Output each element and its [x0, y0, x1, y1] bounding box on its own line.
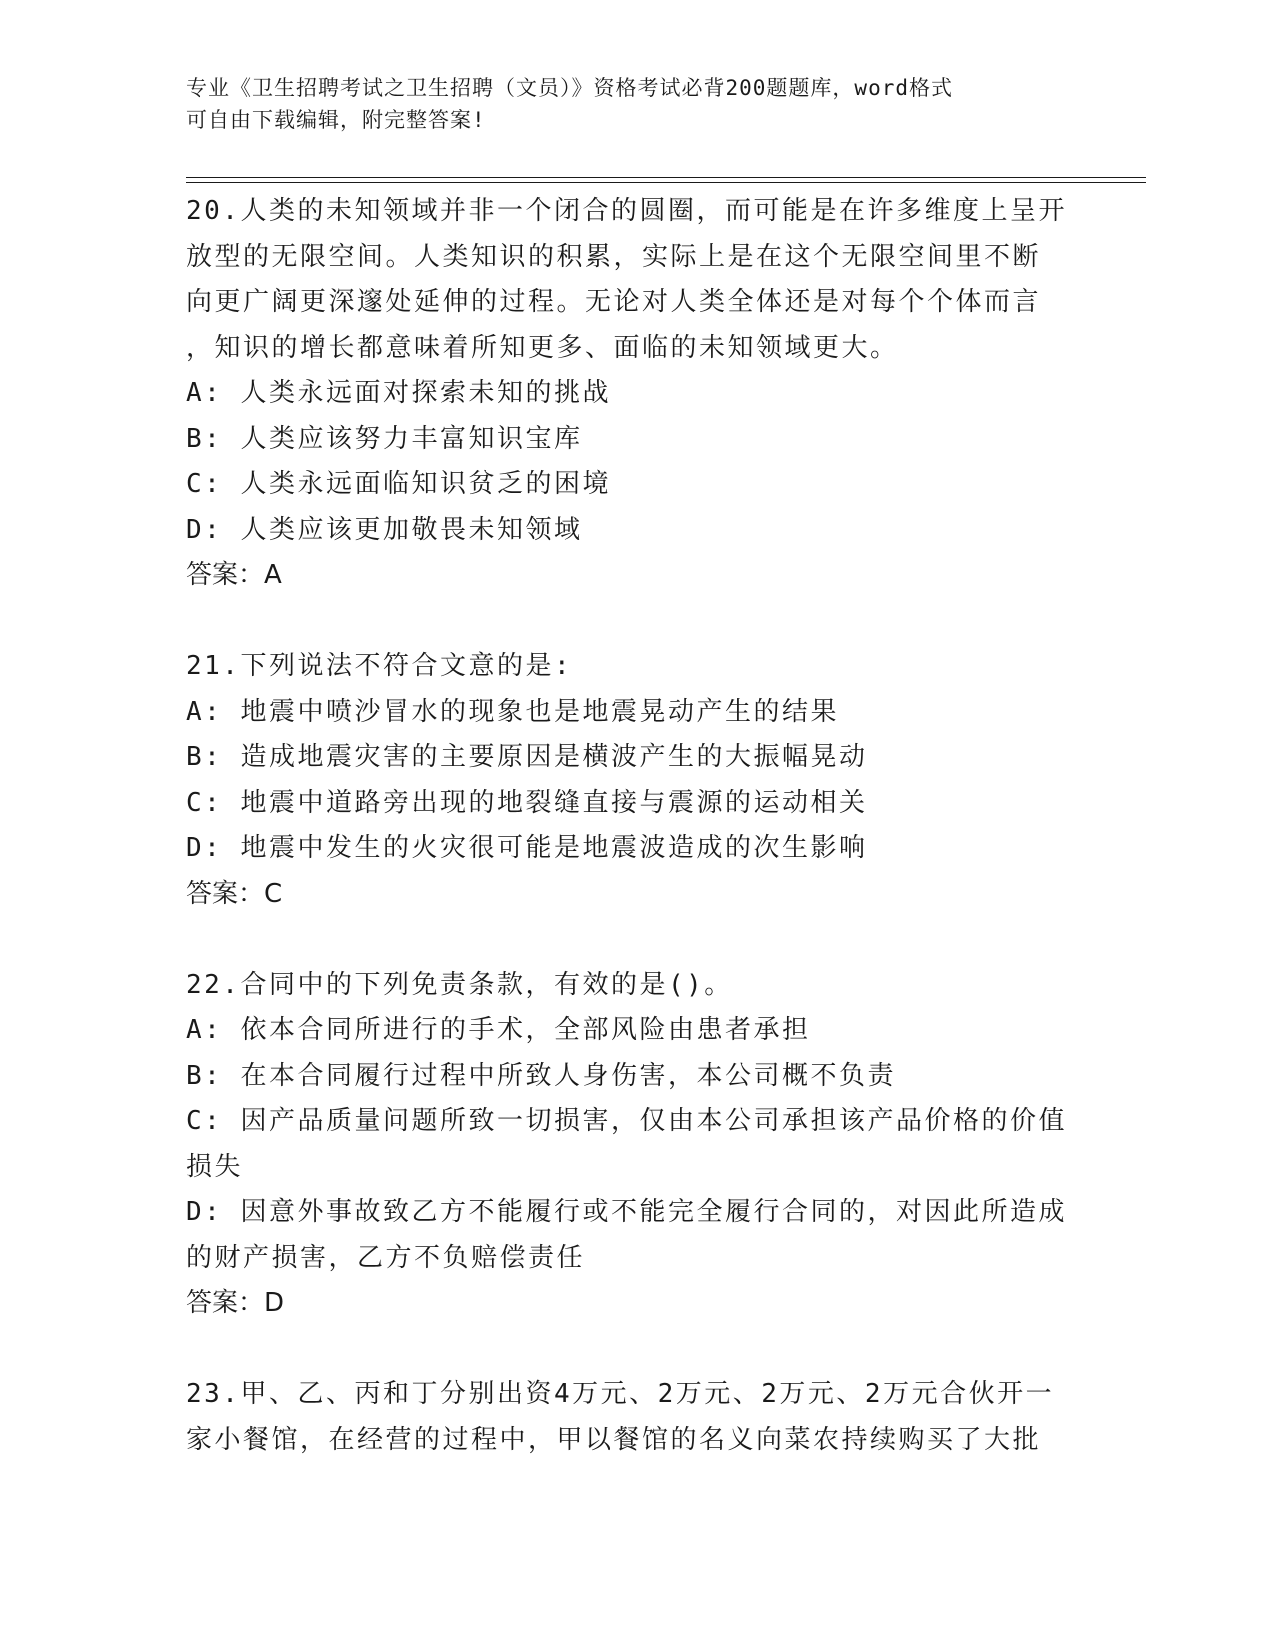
option-c: C: 地震中道路旁出现的地裂缝直接与震源的运动相关: [186, 787, 868, 818]
header-line-2: 可自由下载编辑，附完整答案!: [186, 108, 486, 132]
option-a: A: 依本合同所进行的手术，全部风险由患者承担: [186, 1015, 811, 1045]
header-divider-top: [186, 177, 1146, 178]
answer-label: 答案：C: [186, 878, 283, 909]
question-23: [186, 1372, 1076, 1463]
option-c: C: 因产品质量问题所致一切损害，仅由本公司承担该产品价格的价值: [186, 1106, 1067, 1136]
answer-label: 答案：A: [186, 560, 282, 590]
header-line-1: 专业《卫生招聘考试之卫生招聘（文员）》资格考试必背200题题库，word格式: [186, 76, 953, 100]
option-b: B: 人类应该努力丰富知识宝库: [186, 423, 583, 454]
question-text: 20.人类的未知领域并非一个闭合的圆圈，而可能是在许多维度上呈开: [186, 196, 1067, 226]
option-d: D: 人类应该更加敬畏未知领域: [186, 514, 583, 545]
option-a: A: 地震中喷沙冒水的现象也是地震晃动产生的结果: [186, 696, 839, 727]
question-text: 23.甲、乙、丙和丁分别出资4万元、2万元、2万元、2万元合伙开一: [186, 1379, 1055, 1409]
option-d: D: 因意外事故致乙方不能履行或不能完全履行合同的，对因此所造成: [186, 1197, 1067, 1227]
header-divider-bottom: [186, 182, 1146, 183]
question-21: [186, 644, 1076, 917]
question-text: 22.合同中的下列免责条款，有效的是()。: [186, 969, 733, 1000]
question-text: ，知识的增长都意味着所知更多、面临的未知领域更大。: [186, 332, 899, 363]
option-d-continued: 的财产损害，乙方不负赔偿责任: [186, 1242, 586, 1273]
question-text: 21.下列说法不符合文意的是:: [186, 651, 573, 681]
option-a: A: 人类永远面对探索未知的挑战: [186, 378, 611, 408]
question-20: [186, 189, 1076, 599]
option-d: D: 地震中发生的火灾很可能是地震波造成的次生影响: [186, 833, 868, 863]
question-list: [186, 189, 1076, 1509]
answer-label: 答案：D: [186, 1288, 285, 1318]
question-text: 向更广阔更深邃处延伸的过程。无论对人类全体还是对每个个体而言: [186, 287, 1042, 317]
question-text: 放型的无限空间。人类知识的积累，实际上是在这个无限空间里不断: [186, 241, 1042, 272]
option-b: B: 造成地震灾害的主要原因是横波产生的大振幅晃动: [186, 742, 868, 772]
question-22: [186, 963, 1076, 1327]
question-text: 家小餐馆，在经营的过程中，甲以餐馆的名义向菜农持续购买了大批: [186, 1424, 1042, 1455]
option-c: C: 人类永远面临知识贫乏的困境: [186, 469, 611, 499]
option-c-continued: 损失: [186, 1151, 244, 1182]
option-b: B: 在本合同履行过程中所致人身伤害，本公司概不负责: [186, 1060, 896, 1091]
document-header: [186, 72, 1066, 136]
